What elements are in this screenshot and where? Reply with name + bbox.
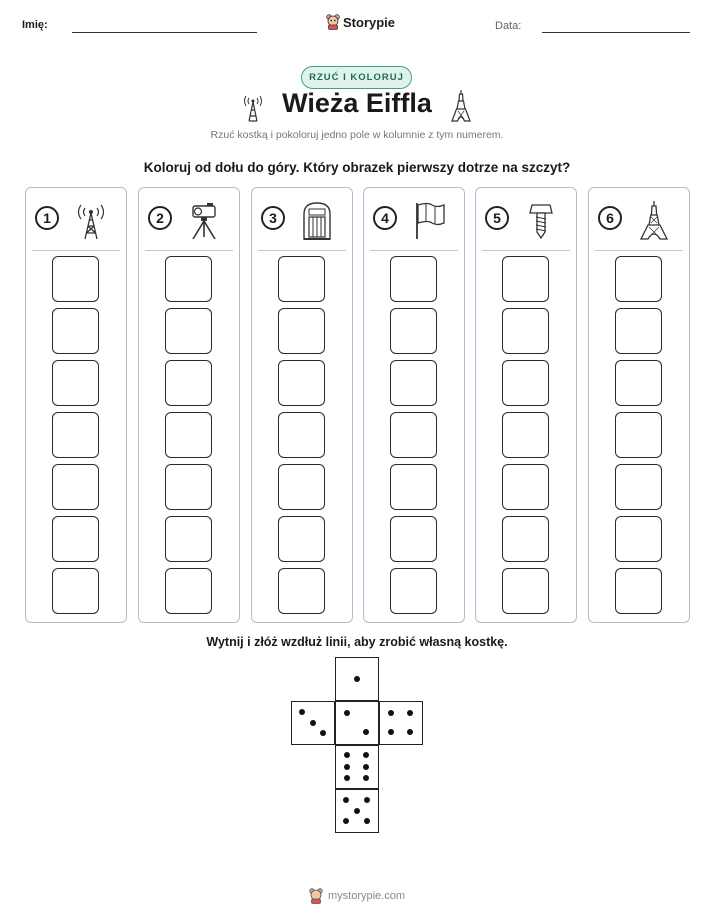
dice-pip [344, 775, 350, 781]
dice-pip [354, 808, 360, 814]
dice-face-4 [379, 701, 423, 745]
color-cell[interactable] [390, 464, 437, 510]
dice-face-5 [335, 789, 379, 833]
color-cell[interactable] [502, 360, 549, 406]
color-cell[interactable] [165, 412, 212, 458]
color-cell[interactable] [52, 412, 99, 458]
dice-pip [364, 797, 370, 803]
column-divider [258, 250, 346, 251]
column-number: 1 [35, 206, 59, 230]
date-line[interactable] [542, 32, 690, 33]
storypie-mascot-icon [326, 14, 340, 30]
color-cell[interactable] [390, 516, 437, 562]
column-3 [251, 187, 353, 623]
instruction: Koloruj od dołu do góry. Który obrazek pierwszy dotrze na szczyt? [143, 160, 571, 175]
dice-pip [320, 730, 326, 736]
dice-pip [407, 710, 413, 716]
color-cell[interactable] [52, 360, 99, 406]
storypie-mascot-icon [309, 888, 323, 904]
column-number: 4 [373, 206, 397, 230]
color-cell[interactable] [390, 256, 437, 302]
radio-tower-icon [74, 200, 108, 240]
dice-pip [363, 752, 369, 758]
column-number: 5 [485, 206, 509, 230]
color-cell[interactable] [52, 256, 99, 302]
dice-pip [388, 729, 394, 735]
column-1 [25, 187, 127, 623]
color-cell[interactable] [52, 568, 99, 614]
color-cell[interactable] [52, 516, 99, 562]
dice-face-2 [335, 701, 379, 745]
eiffel-tower-icon [637, 200, 671, 240]
brand-name: Storypie [343, 14, 396, 30]
dice-pip [407, 729, 413, 735]
footer-url: mystorypie.com [327, 890, 406, 902]
color-cell[interactable] [165, 360, 212, 406]
color-cell[interactable] [615, 360, 662, 406]
column-divider [482, 250, 570, 251]
french-flag-icon [412, 200, 446, 240]
color-cell[interactable] [502, 516, 549, 562]
cut-instruction: Wytnij i złóż wzdłuż linii, aby zrobić własną kostkę. [206, 635, 508, 649]
dice-pip [343, 797, 349, 803]
color-cell[interactable] [278, 412, 325, 458]
dice-pip [363, 729, 369, 735]
column-divider [370, 250, 458, 251]
color-cell[interactable] [165, 308, 212, 354]
column-number: 2 [148, 206, 172, 230]
color-cell[interactable] [390, 412, 437, 458]
color-cell[interactable] [52, 464, 99, 510]
elevator-icon [300, 200, 334, 240]
color-cell[interactable] [52, 308, 99, 354]
column-6 [588, 187, 690, 623]
color-cell[interactable] [615, 256, 662, 302]
dice-pip [299, 709, 305, 715]
column-5 [475, 187, 577, 623]
color-cell[interactable] [502, 568, 549, 614]
color-cell[interactable] [390, 308, 437, 354]
page-subtitle: Rzuć kostką i pokoloruj jedno pole w kolumnie z tym numerem. [210, 129, 504, 141]
color-cell[interactable] [165, 464, 212, 510]
color-cell[interactable] [278, 360, 325, 406]
dice-face-3 [291, 701, 335, 745]
column-number: 6 [598, 206, 622, 230]
dice-pip [388, 710, 394, 716]
dice-pip [344, 752, 350, 758]
eiffel-tower-title-icon [449, 89, 473, 127]
color-cell[interactable] [615, 464, 662, 510]
column-number: 3 [261, 206, 285, 230]
name-line[interactable] [72, 32, 257, 33]
color-cell[interactable] [615, 516, 662, 562]
surveying-tripod-icon [187, 200, 221, 240]
dice-pip [344, 710, 350, 716]
dice-pip [343, 818, 349, 824]
dice-pip [363, 764, 369, 770]
activity-badge: RZUĆ I KOLORUJ [301, 66, 412, 89]
dice-pip [344, 764, 350, 770]
dice-pip [364, 818, 370, 824]
rivet-bolt-icon [524, 200, 558, 240]
date-label: Data: [495, 20, 522, 32]
color-cell[interactable] [615, 308, 662, 354]
color-cell[interactable] [502, 412, 549, 458]
dice-pip [363, 775, 369, 781]
color-cell[interactable] [502, 464, 549, 510]
brand-logo [326, 14, 395, 30]
column-divider [595, 250, 683, 251]
color-cell[interactable] [615, 412, 662, 458]
column-divider [32, 250, 120, 251]
color-cell[interactable] [278, 516, 325, 562]
color-cell[interactable] [278, 568, 325, 614]
color-cell[interactable] [390, 360, 437, 406]
name-label: Imię: [22, 19, 48, 31]
dice-pip [354, 676, 360, 682]
color-cell[interactable] [390, 568, 437, 614]
color-cell[interactable] [615, 568, 662, 614]
column-divider [145, 250, 233, 251]
page-title: Wieża Eiffla [282, 88, 432, 118]
column-4 [363, 187, 465, 623]
footer [0, 888, 714, 904]
dice-face-6 [335, 745, 379, 789]
color-cell[interactable] [278, 308, 325, 354]
color-cell[interactable] [502, 308, 549, 354]
color-cell[interactable] [165, 256, 212, 302]
dice-face-1 [335, 657, 379, 701]
color-cell[interactable] [165, 568, 212, 614]
color-cell[interactable] [278, 464, 325, 510]
column-2 [138, 187, 240, 623]
color-cell[interactable] [502, 256, 549, 302]
color-cell[interactable] [278, 256, 325, 302]
color-cell[interactable] [165, 516, 212, 562]
dice-pip [310, 720, 316, 726]
